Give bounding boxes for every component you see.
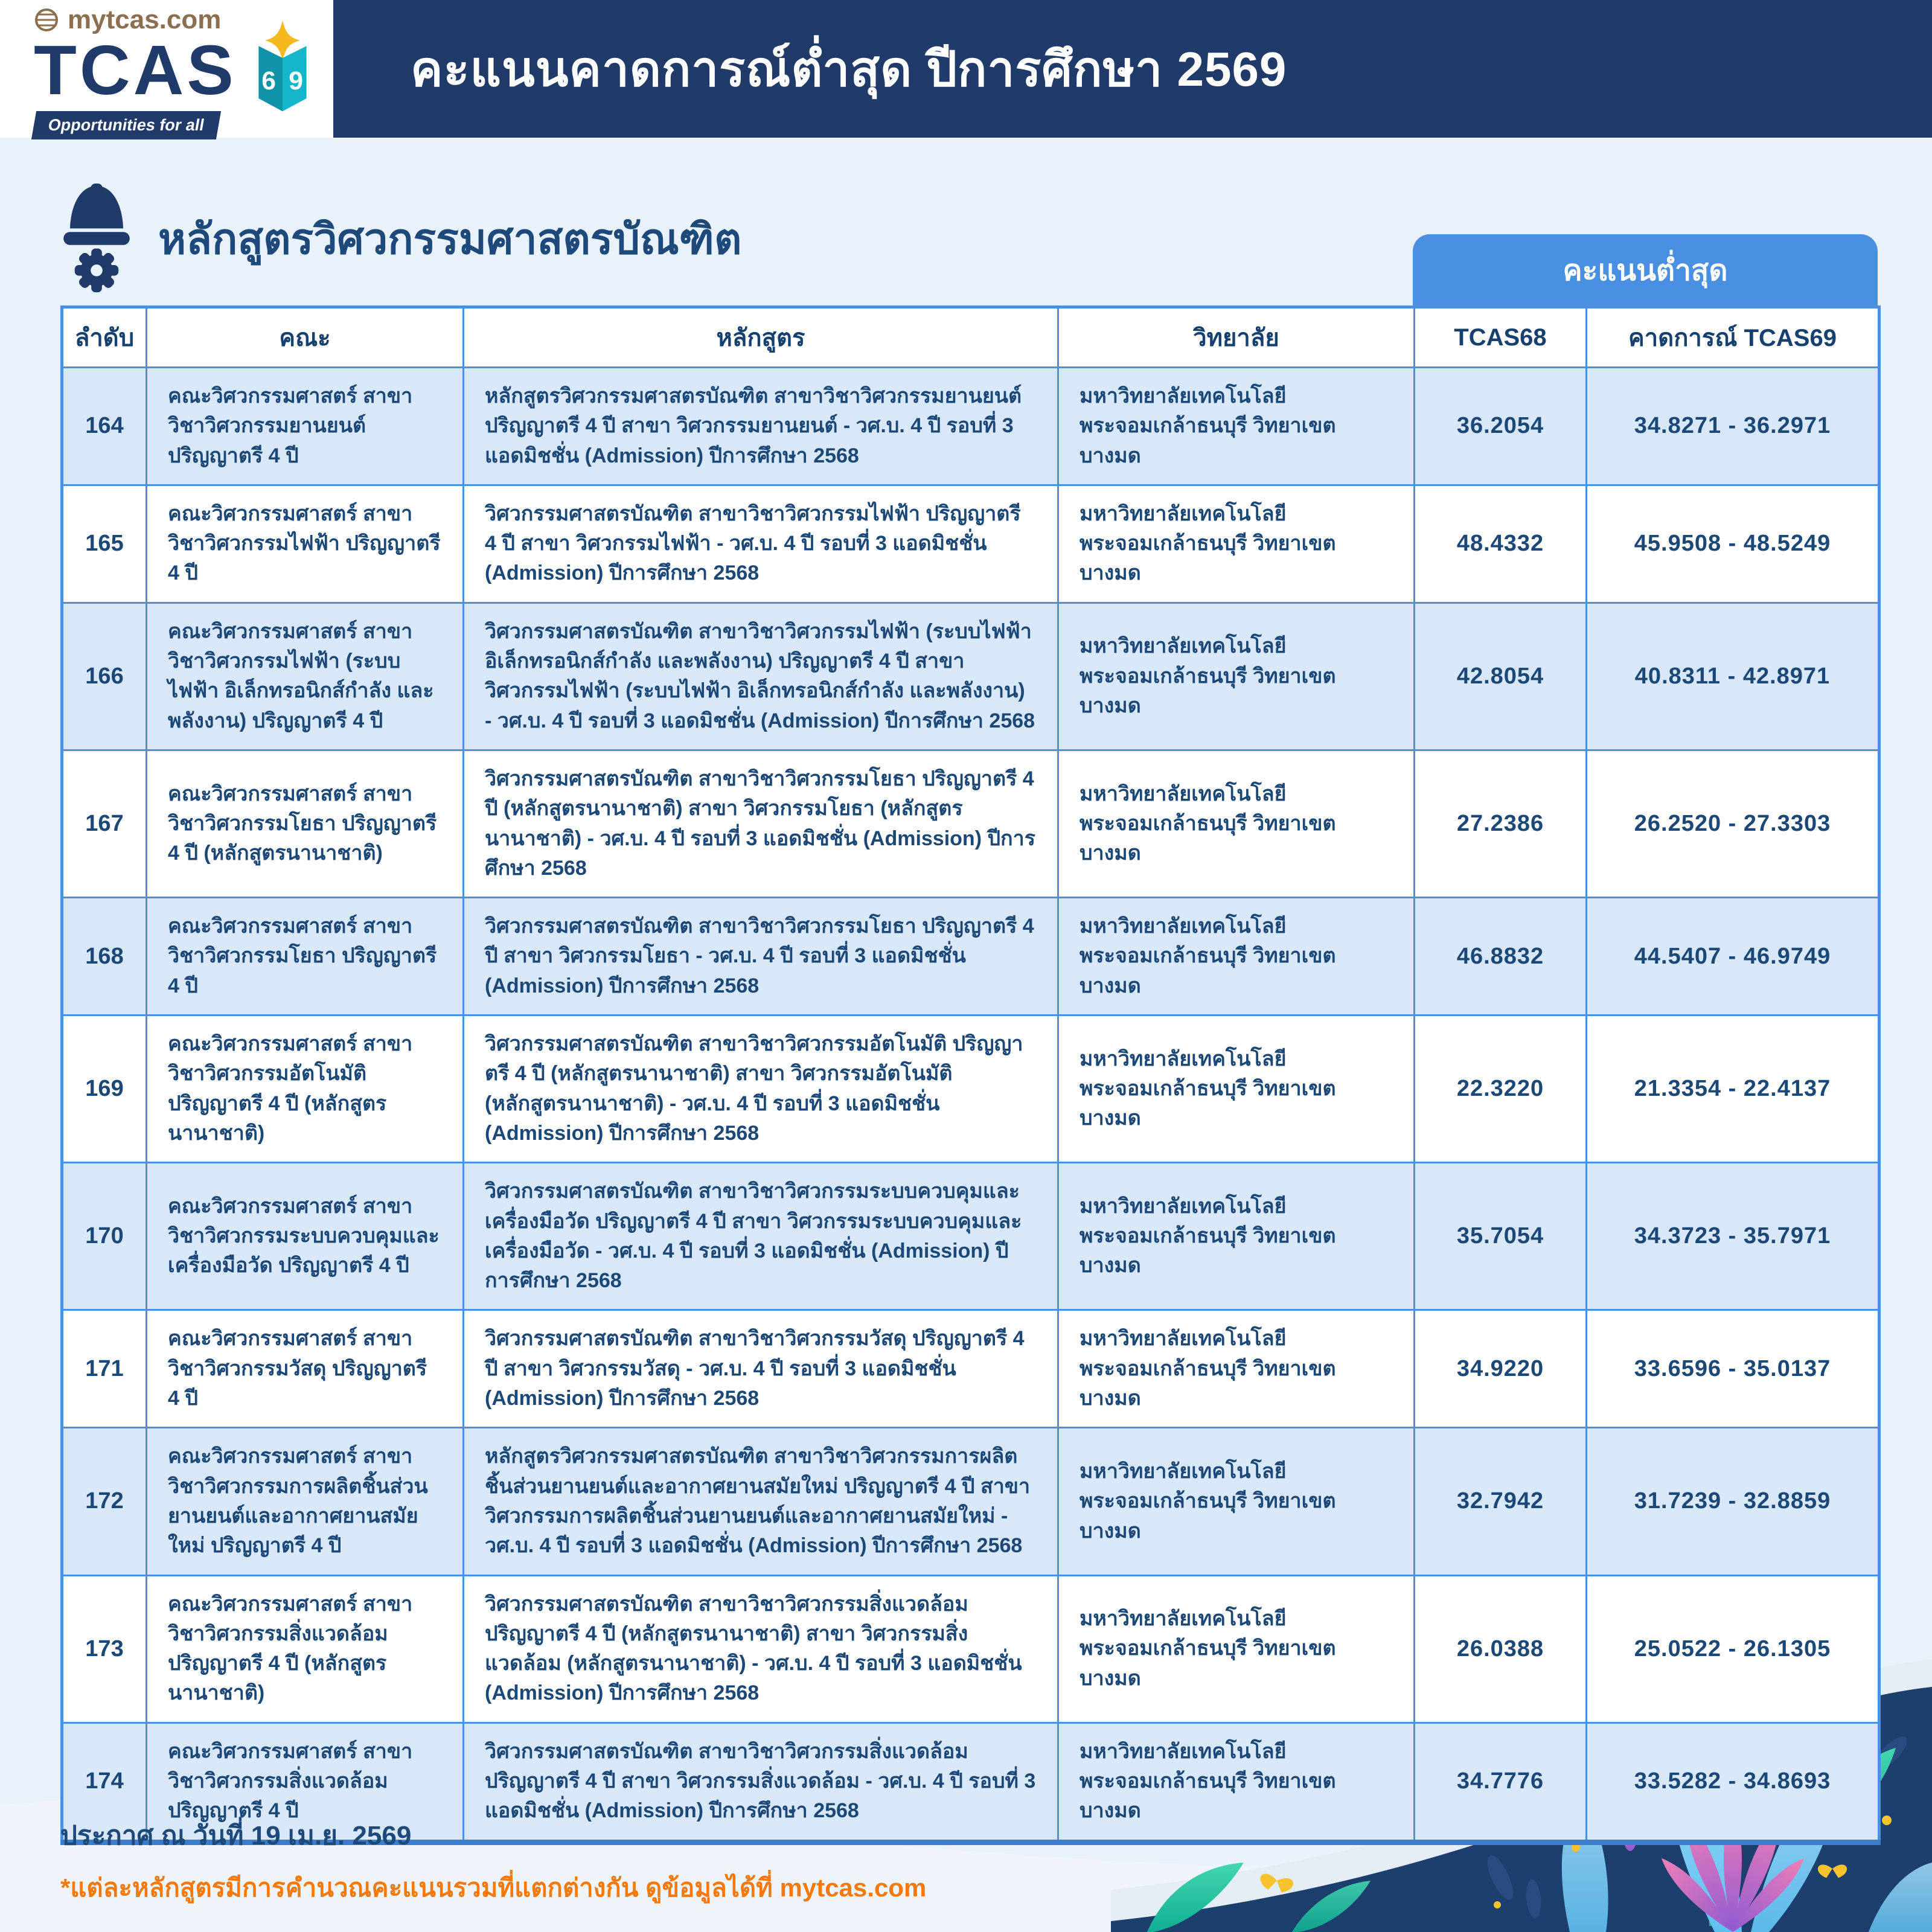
- cell-program: วิศวกรรมศาสตรบัณฑิต สาขาวิชาวิศวกรรมไฟฟ้า ปริญญาตรี 4 ปี สาขา วิศวกรรมไฟฟ้า - วศ.บ. 4 ปี รอบที่ 3 แอดมิชชั่น (Admission) ปีการศึกษา 2568: [464, 485, 1058, 603]
- cell-order: 165: [62, 485, 147, 603]
- book-69-badge-icon: [244, 19, 321, 116]
- title-bar: [333, 0, 1932, 138]
- cell-campus: มหาวิทยาลัยเทคโนโลยีพระจอมเกล้าธนบุรี วิทยาเขตบางมด: [1058, 1163, 1415, 1310]
- cell-faculty: คณะวิศวกรรมศาสตร์ สาขาวิชาวิศวกรรมสิ่งแวดล้อม ปริญญาตรี 4 ปี: [147, 1722, 464, 1842]
- table-body: [62, 368, 1879, 1843]
- cell-tcas69: 34.8271 - 36.2971: [1587, 368, 1879, 485]
- cell-program: วิศวกรรมศาสตรบัณฑิต สาขาวิชาวิศวกรรมโยธา ปริญญาตรี 4 ปี สาขา วิศวกรรมโยธา - วศ.บ. 4 ปี รอบที่ 3 แอดมิชชั่น (Admission) ปีการศึกษา 2568: [464, 898, 1058, 1016]
- col-header-tcas68: TCAS68: [1415, 307, 1587, 368]
- cell-tcas68: 22.3220: [1415, 1016, 1587, 1163]
- col-header-program: หลักสูตร: [464, 307, 1058, 368]
- hard-hat-gear-icon: [60, 182, 133, 295]
- col-header-faculty: คณะ: [147, 307, 464, 368]
- cell-tcas68: 35.7054: [1415, 1163, 1587, 1310]
- cell-campus: มหาวิทยาลัยเทคโนโลยีพระจอมเกล้าธนบุรี วิทยาเขตบางมด: [1058, 1310, 1415, 1428]
- announcement-date: ประกาศ ณ วันที่ 19 เม.ย. 2569: [60, 1821, 412, 1850]
- cell-program: วิศวกรรมศาสตรบัณฑิต สาขาวิชาวิศวกรรมโยธา ปริญญาตรี 4 ปี (หลักสูตรนานาชาติ) สาขา วิศวกรรมโยธา (หลักสูตรนานาชาติ) - วศ.บ. 4 ปี รอบที่ 3 แอดมิชชั่น (Admission) ปีการศึกษา 2568: [464, 750, 1058, 897]
- table-header-row: [62, 307, 1879, 368]
- cell-order: 167: [62, 750, 147, 897]
- cell-tcas69: 40.8311 - 42.8971: [1587, 603, 1879, 750]
- cell-order: 169: [62, 1016, 147, 1163]
- col-header-order: ลำดับ: [62, 307, 147, 368]
- mytcas-logo: [34, 5, 324, 133]
- logo-site-text: mytcas.com: [68, 5, 222, 34]
- cell-order: 168: [62, 898, 147, 1016]
- cell-order: 170: [62, 1163, 147, 1310]
- cell-order: 166: [62, 603, 147, 750]
- table-row: [62, 750, 1879, 897]
- cell-faculty: คณะวิศวกรรมศาสตร์ สาขาวิชาวิศวกรรมไฟฟ้า (ระบบไฟฟ้า อิเล็กทรอนิกส์กำลัง และพลังงาน) ปริญญาตรี 4 ปี: [147, 603, 464, 750]
- logo-brand-row: [34, 31, 324, 109]
- cell-tcas68: 42.8054: [1415, 603, 1587, 750]
- cell-tcas69: 33.6596 - 35.0137: [1587, 1310, 1879, 1428]
- cell-order: 172: [62, 1428, 147, 1575]
- cell-faculty: คณะวิศวกรรมศาสตร์ สาขาวิชาวิศวกรรมยานยนต์ ปริญญาตรี 4 ปี: [147, 368, 464, 485]
- cell-faculty: คณะวิศวกรรมศาสตร์ สาขาวิชาวิศวกรรมโยธา ปริญญาตรี 4 ปี (หลักสูตรนานาชาติ): [147, 750, 464, 897]
- table-row: [62, 898, 1879, 1016]
- header: [0, 0, 1932, 138]
- cell-program: หลักสูตรวิศวกรรมศาสตรบัณฑิต สาขาวิชาวิศวกรรมยานยนต์ ปริญญาตรี 4 ปี สาขา วิศวกรรมยานยนต์ - วศ.บ. 4 ปี รอบที่ 3 แอดมิชชั่น (Admission) ปีการศึกษา 2568: [464, 368, 1058, 485]
- col-header-campus: วิทยาลัย: [1058, 307, 1415, 368]
- cell-order: 174: [62, 1722, 147, 1842]
- cell-tcas68: 46.8832: [1415, 898, 1587, 1016]
- page-title: คะแนนคาดการณ์ต่ำสุด ปีการศึกษา 2569: [411, 42, 1287, 96]
- table-row: [62, 485, 1879, 603]
- table-row: [62, 603, 1879, 750]
- cell-faculty: คณะวิศวกรรมศาสตร์ สาขาวิชาวิศวกรรมสิ่งแวดล้อม ปริญญาตรี 4 ปี (หลักสูตรนานาชาติ): [147, 1575, 464, 1722]
- cell-campus: มหาวิทยาลัยเทคโนโลยีพระจอมเกล้าธนบุรี วิทยาเขตบางมด: [1058, 1428, 1415, 1575]
- section-title: หลักสูตรวิศวกรรมศาสตรบัณฑิต: [158, 215, 742, 263]
- cell-tcas69: 26.2520 - 27.3303: [1587, 750, 1879, 897]
- globe-icon: [34, 7, 59, 33]
- cell-faculty: คณะวิศวกรรมศาสตร์ สาขาวิชาวิศวกรรมโยธา ปริญญาตรี 4 ปี: [147, 898, 464, 1016]
- cell-campus: มหาวิทยาลัยเทคโนโลยีพระจอมเกล้าธนบุรี วิทยาเขตบางมด: [1058, 1722, 1415, 1842]
- cell-program: วิศวกรรมศาสตรบัณฑิต สาขาวิชาวิศวกรรมสิ่งแวดล้อม ปริญญาตรี 4 ปี (หลักสูตรนานาชาติ) สาขา วิศวกรรมสิ่งแวดล้อม (หลักสูตรนานาชาติ) - วศ.บ. 4 ปี รอบที่ 3 แอดมิชชั่น (Admission) ปีการศึกษา 2568: [464, 1575, 1058, 1722]
- minimum-score-tab: [1413, 234, 1878, 307]
- cell-program: วิศวกรรมศาสตรบัณฑิต สาขาวิชาวิศวกรรมสิ่งแวดล้อม ปริญญาตรี 4 ปี สาขา วิศวกรรมสิ่งแวดล้อม - วศ.บ. 4 ปี รอบที่ 3 แอดมิชชั่น (Admission) ปีการศึกษา 2568: [464, 1722, 1058, 1842]
- cell-faculty: คณะวิศวกรรมศาสตร์ สาขาวิชาวิศวกรรมอัตโนมัติ ปริญญาตรี 4 ปี (หลักสูตรนานาชาติ): [147, 1016, 464, 1163]
- cell-campus: มหาวิทยาลัยเทคโนโลยีพระจอมเกล้าธนบุรี วิทยาเขตบางมด: [1058, 485, 1415, 603]
- cell-campus: มหาวิทยาลัยเทคโนโลยีพระจอมเกล้าธนบุรี วิทยาเขตบางมด: [1058, 750, 1415, 897]
- cell-tcas69: 44.5407 - 46.9749: [1587, 898, 1879, 1016]
- cell-tcas68: 48.4332: [1415, 485, 1587, 603]
- cell-tcas69: 45.9508 - 48.5249: [1587, 485, 1879, 603]
- svg-text:6: 6: [261, 66, 276, 95]
- table-head: [62, 307, 1879, 368]
- cell-tcas68: 36.2054: [1415, 368, 1587, 485]
- cell-tcas68: 26.0388: [1415, 1575, 1587, 1722]
- table-row: [62, 1163, 1879, 1310]
- cell-campus: มหาวิทยาลัยเทคโนโลยีพระจอมเกล้าธนบุรี วิทยาเขตบางมด: [1058, 368, 1415, 485]
- cell-tcas68: 27.2386: [1415, 750, 1587, 897]
- table-wrap: [60, 255, 1878, 1845]
- table-row: [62, 368, 1879, 485]
- cell-faculty: คณะวิศวกรรมศาสตร์ สาขาวิชาวิศวกรรมการผลิตชิ้นส่วนยานยนต์และอากาศยานสมัยใหม่ ปริญญาตรี 4 ปี: [147, 1428, 464, 1575]
- cell-tcas69: 21.3354 - 22.4137: [1587, 1016, 1879, 1163]
- minimum-score-tab-label: คะแนนต่ำสุด: [1563, 255, 1728, 287]
- cell-order: 173: [62, 1575, 147, 1722]
- table-row: [62, 1310, 1879, 1428]
- cell-campus: มหาวิทยาลัยเทคโนโลยีพระจอมเกล้าธนบุรี วิทยาเขตบางมด: [1058, 898, 1415, 1016]
- cell-order: 171: [62, 1310, 147, 1428]
- table-row: [62, 1575, 1879, 1722]
- scores-table: [60, 305, 1881, 1845]
- svg-text:9: 9: [289, 66, 303, 95]
- cell-tcas69: 31.7239 - 32.8859: [1587, 1428, 1879, 1575]
- logo-tagline-text: Opportunities for all: [46, 116, 206, 134]
- table-row: [62, 1428, 1879, 1575]
- cell-faculty: คณะวิศวกรรมศาสตร์ สาขาวิชาวิศวกรรมระบบควบคุมและเครื่องมือวัด ปริญญาตรี 4 ปี: [147, 1163, 464, 1310]
- cell-faculty: คณะวิศวกรรมศาสตร์ สาขาวิชาวิศวกรรมไฟฟ้า ปริญญาตรี 4 ปี: [147, 485, 464, 603]
- cell-tcas68: 32.7942: [1415, 1428, 1587, 1575]
- logo-tagline-banner: [31, 111, 221, 139]
- footnote: *แต่ละหลักสูตรมีการคำนวณคะแนนรวมที่แตกต่างกัน ดูข้อมูลได้ที่ mytcas.com: [60, 1873, 927, 1902]
- cell-campus: มหาวิทยาลัยเทคโนโลยีพระจอมเกล้าธนบุรี วิทยาเขตบางมด: [1058, 1016, 1415, 1163]
- logo-brand-text: TCAS: [34, 31, 237, 109]
- cell-program: วิศวกรรมศาสตรบัณฑิต สาขาวิชาวิศวกรรมไฟฟ้า (ระบบไฟฟ้า อิเล็กทรอนิกส์กำลัง และพลังงาน) ปริญญาตรี 4 ปี สาขา วิศวกรรมไฟฟ้า (ระบบไฟฟ้า อิเล็กทรอนิกส์กำลัง และพลังงาน) - วศ.บ. 4 ปี รอบที่ 3 แอดมิชชั่น (Admission) ปีการศึกษา 2568: [464, 603, 1058, 750]
- cell-tcas69: 34.3723 - 35.7971: [1587, 1163, 1879, 1310]
- cell-campus: มหาวิทยาลัยเทคโนโลยีพระจอมเกล้าธนบุรี วิทยาเขตบางมด: [1058, 603, 1415, 750]
- cell-tcas69: 33.5282 - 34.8693: [1587, 1722, 1879, 1842]
- cell-program: หลักสูตรวิศวกรรมศาสตรบัณฑิต สาขาวิชาวิศวกรรมการผลิตชิ้นส่วนยานยนต์และอากาศยานสมัยใหม่ ปริญญาตรี 4 ปี สาขา วิศวกรรมการผลิตชิ้นส่วนยานยนต์และอากาศยานสมัยใหม่ - วศ.บ. 4 ปี รอบที่ 3 แอดมิชชั่น (Admission) ปีการศึกษา 2568: [464, 1428, 1058, 1575]
- table-row: [62, 1016, 1879, 1163]
- col-header-tcas69: คาดการณ์ TCAS69: [1587, 307, 1879, 368]
- cell-tcas68: 34.9220: [1415, 1310, 1587, 1428]
- cell-tcas69: 25.0522 - 26.1305: [1587, 1575, 1879, 1722]
- cell-program: วิศวกรรมศาสตรบัณฑิต สาขาวิชาวิศวกรรมอัตโนมัติ ปริญญาตรี 4 ปี (หลักสูตรนานาชาติ) สาขา วิศวกรรมอัตโนมัติ (หลักสูตรนานาชาติ) - วศ.บ. 4 ปี รอบที่ 3 แอดมิชชั่น (Admission) ปีการศึกษา 2568: [464, 1016, 1058, 1163]
- cell-program: วิศวกรรมศาสตรบัณฑิต สาขาวิชาวิศวกรรมวัสดุ ปริญญาตรี 4 ปี สาขา วิศวกรรมวัสดุ - วศ.บ. 4 ปี รอบที่ 3 แอดมิชชั่น (Admission) ปีการศึกษา 2568: [464, 1310, 1058, 1428]
- cell-tcas68: 34.7776: [1415, 1722, 1587, 1842]
- cell-campus: มหาวิทยาลัยเทคโนโลยีพระจอมเกล้าธนบุรี วิทยาเขตบางมด: [1058, 1575, 1415, 1722]
- cell-program: วิศวกรรมศาสตรบัณฑิต สาขาวิชาวิศวกรรมระบบควบคุมและเครื่องมือวัด ปริญญาตรี 4 ปี สาขา วิศวกรรมระบบควบคุมและเครื่องมือวัด - วศ.บ. 4 ปี รอบที่ 3 แอดมิชชั่น (Admission) ปีการศึกษา 2568: [464, 1163, 1058, 1310]
- cell-order: 164: [62, 368, 147, 485]
- cell-faculty: คณะวิศวกรรมศาสตร์ สาขาวิชาวิศวกรรมวัสดุ ปริญญาตรี 4 ปี: [147, 1310, 464, 1428]
